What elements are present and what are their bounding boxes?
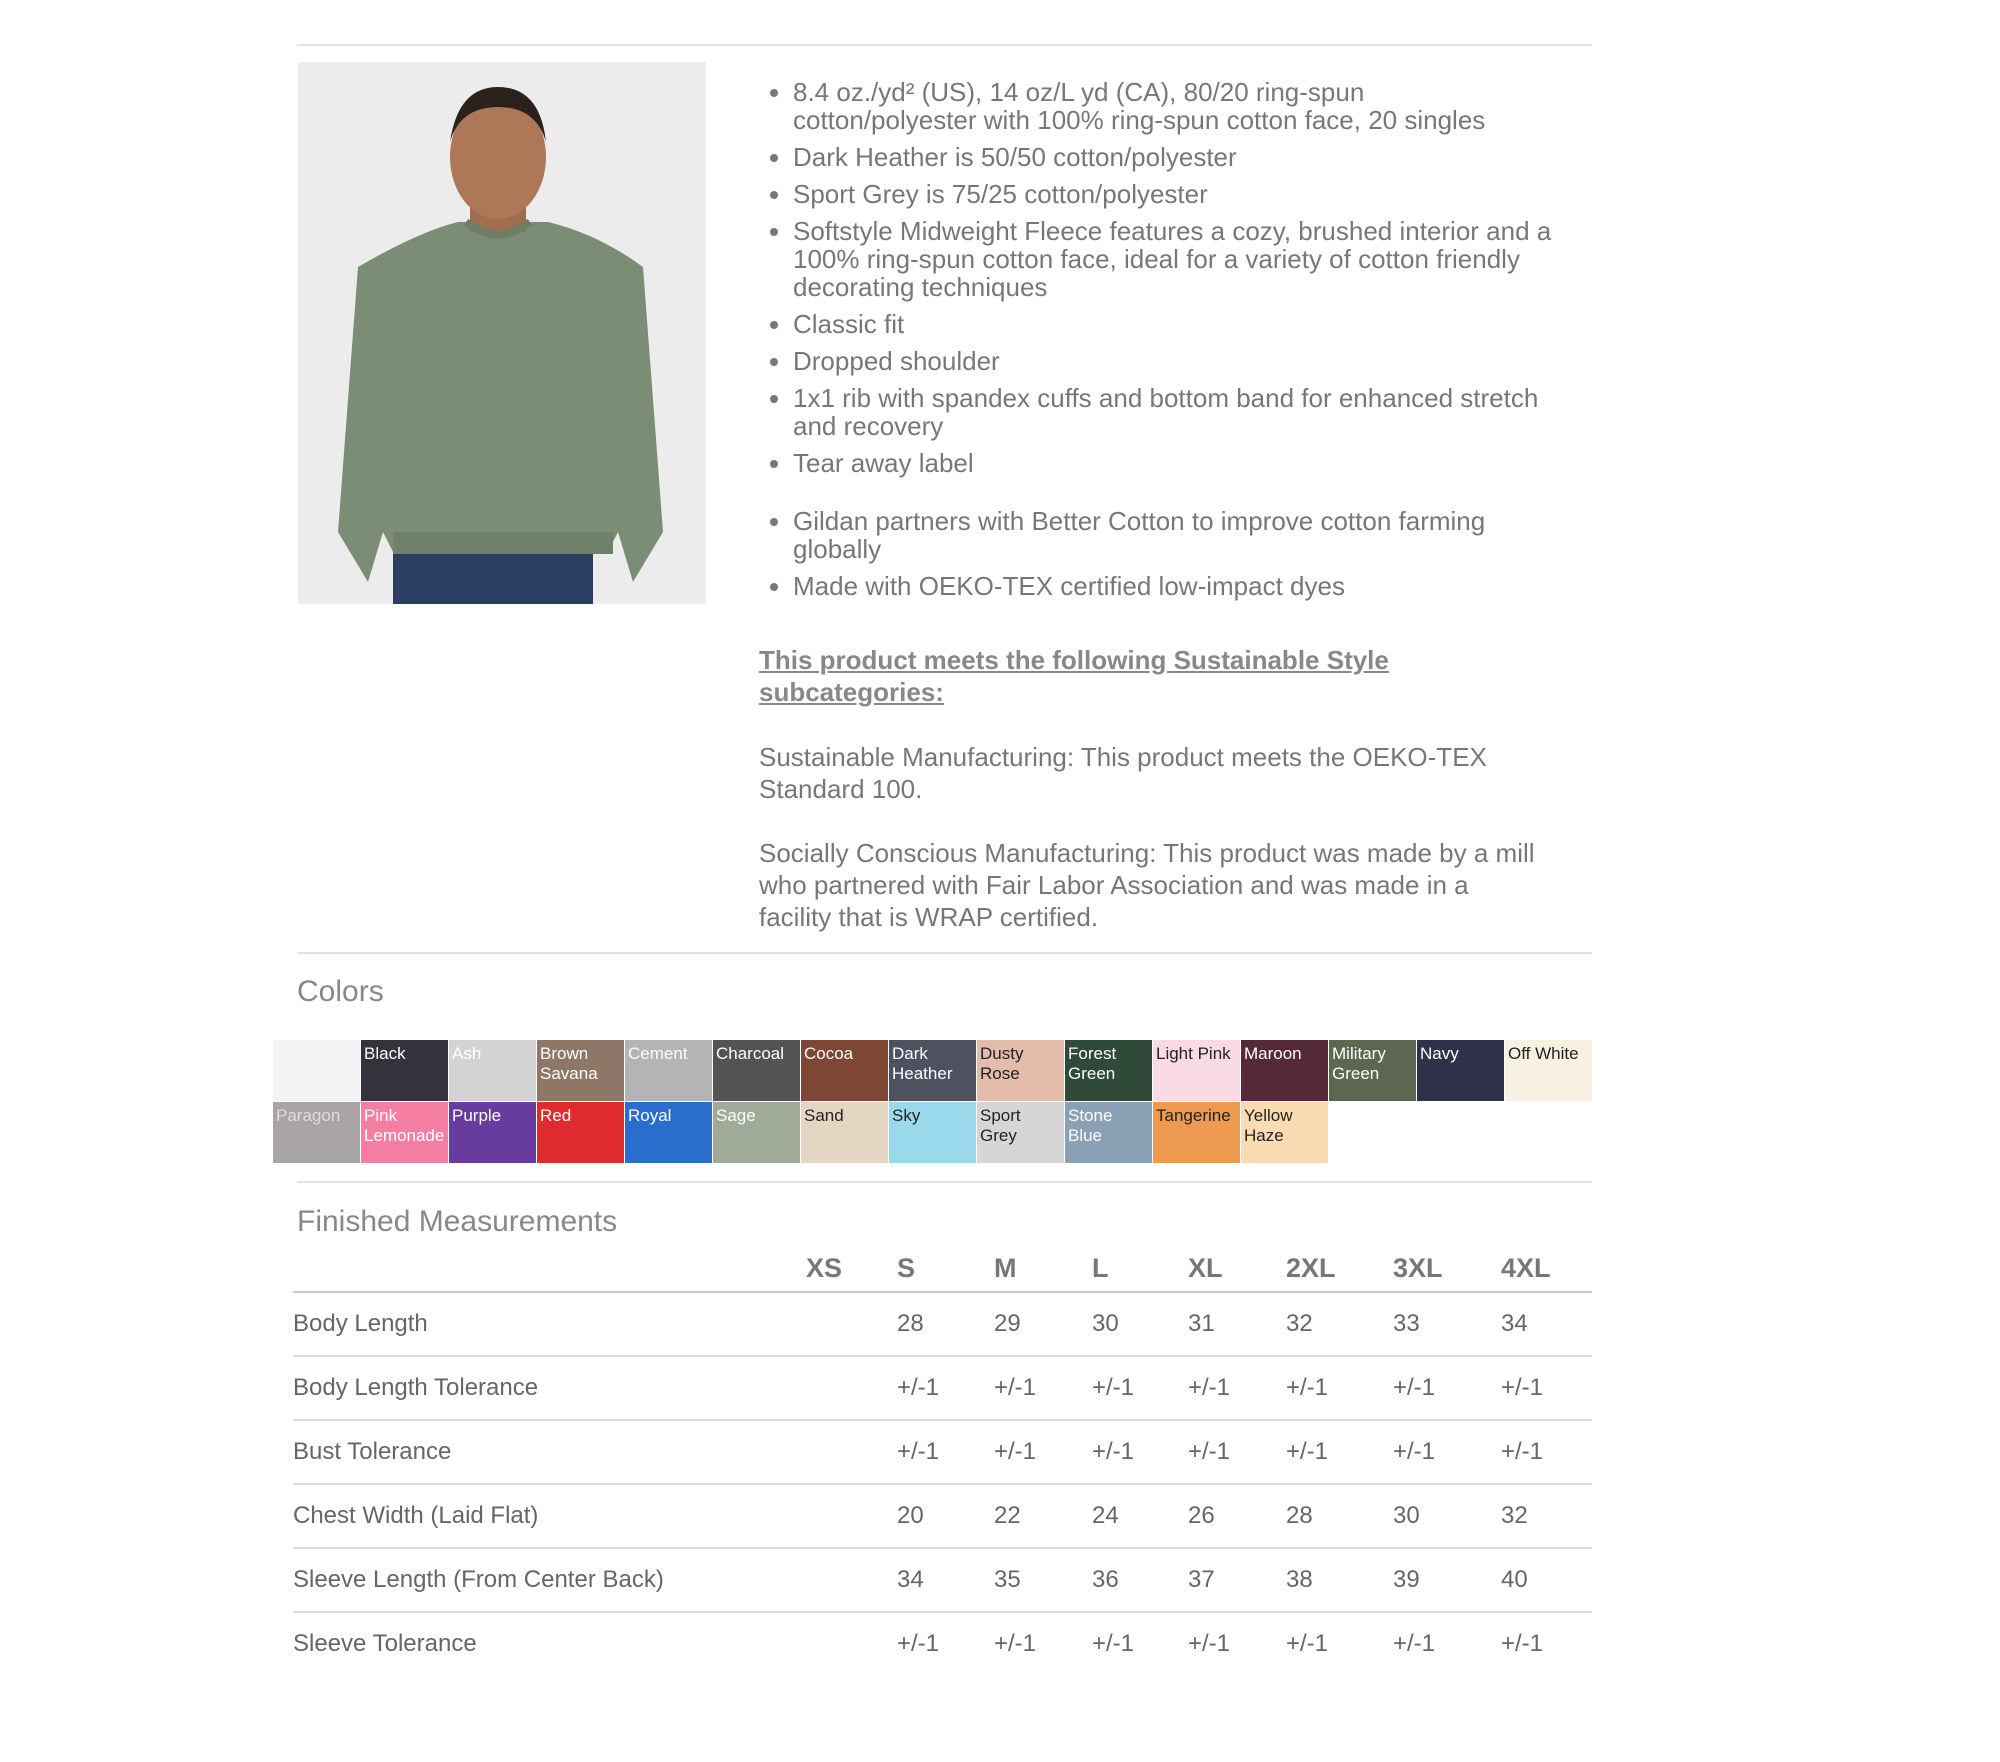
measurement-value: 24	[1092, 1484, 1188, 1548]
measurement-value: +/-1	[1092, 1420, 1188, 1484]
measurements-heading: Finished Measurements	[297, 1205, 618, 1238]
measurement-value: +/-1	[1092, 1630, 1135, 1657]
measurement-label: Sleeve Tolerance	[293, 1630, 477, 1657]
section-divider	[297, 1181, 1592, 1183]
color-swatch[interactable]	[1153, 1102, 1240, 1163]
color-swatch-label: Paragon	[276, 1106, 341, 1125]
size-header: S	[897, 1245, 994, 1292]
color-swatch[interactable]	[361, 1040, 448, 1101]
color-swatch-label: Light Pink	[1156, 1044, 1231, 1063]
measurement-value: +/-1	[1188, 1420, 1286, 1484]
measurement-value	[806, 1548, 897, 1612]
measurement-value: +/-1	[1286, 1420, 1393, 1484]
measurement-value: 33	[1393, 1292, 1501, 1356]
measurement-value: +/-1	[1188, 1630, 1231, 1657]
color-swatch-label: Military Green	[1332, 1044, 1386, 1083]
measurement-value: 32	[1501, 1484, 1592, 1548]
measurement-value: +/-1	[897, 1356, 994, 1420]
color-swatch[interactable]	[537, 1102, 624, 1163]
color-swatch[interactable]	[1417, 1040, 1504, 1101]
feature-item: • Dropped shoulder	[793, 347, 1553, 375]
measurement-value: 26	[1188, 1484, 1286, 1548]
color-swatch-label: Stone Blue	[1068, 1106, 1113, 1145]
color-swatch-label: Sage	[716, 1106, 756, 1125]
color-swatch[interactable]	[1241, 1040, 1328, 1101]
measurement-value	[806, 1484, 897, 1548]
color-swatch[interactable]	[1329, 1040, 1416, 1101]
feature-item: • Softstyle Midweight Fleece features a cozy, brushed interior and a 100% ring-spun cotton face, ideal for a variety of cotton friendly decorating techniques	[793, 217, 1553, 301]
color-swatch-label: Red	[540, 1106, 572, 1125]
color-swatch-label: Ash	[452, 1044, 482, 1063]
table-row	[293, 1612, 1592, 1675]
color-swatch[interactable]	[537, 1040, 624, 1101]
size-header: XS	[806, 1245, 897, 1292]
measurement-value: +/-1	[1501, 1420, 1592, 1484]
color-swatch[interactable]	[801, 1102, 888, 1163]
color-swatch-label: Yellow Haze	[1244, 1106, 1293, 1145]
color-swatch-label: Navy	[1420, 1044, 1459, 1063]
socially-conscious-text: Socially Conscious Manufacturing: This product was made by a mill who partnered with Fair Labor Association and was made in a facility that is WRAP certified.	[759, 838, 1535, 932]
measurement-value: +/-1	[994, 1420, 1092, 1484]
feature-item: • 1x1 rib with spandex cuffs and bottom band for enhanced stretch and recovery	[793, 384, 1553, 440]
measurement-value: +/-1	[1501, 1630, 1544, 1657]
color-swatch-label: Sand	[804, 1106, 844, 1125]
color-swatch[interactable]	[977, 1102, 1064, 1163]
measurement-value: 36	[1092, 1548, 1188, 1612]
measurement-label: Chest Width (Laid Flat)	[293, 1484, 806, 1548]
feature-item: • Classic fit	[793, 310, 1553, 338]
color-swatch-label: Dark Heather	[892, 1044, 953, 1083]
product-photo	[298, 62, 706, 604]
size-header: 2XL	[1286, 1245, 1393, 1292]
color-swatch[interactable]	[449, 1102, 536, 1163]
color-swatch[interactable]	[1505, 1040, 1592, 1101]
measurement-value: 39	[1393, 1548, 1501, 1612]
table-row	[293, 1356, 1592, 1420]
color-swatch-label: Black	[364, 1044, 406, 1063]
measurement-value: 22	[994, 1484, 1092, 1548]
feature-item: • Gildan partners with Better Cotton to improve cotton farming globally	[793, 507, 1553, 563]
size-header: M	[994, 1245, 1092, 1292]
measurement-label: Bust Tolerance	[293, 1420, 806, 1484]
measurement-value: +/-1	[1092, 1356, 1188, 1420]
measurement-value: 30	[1092, 1292, 1188, 1356]
measurement-value: 28	[1286, 1484, 1393, 1548]
measurement-value	[806, 1356, 897, 1420]
measurement-value: 37	[1188, 1548, 1286, 1612]
colors-heading: Colors	[297, 975, 384, 1008]
feature-item: • Made with OEKO-TEX certified low-impact dyes	[793, 572, 1553, 600]
color-swatch-label: Cement	[628, 1044, 688, 1063]
table-row	[293, 1484, 1592, 1548]
color-swatch-label: Off White	[1508, 1044, 1579, 1063]
measurement-label: Body Length Tolerance	[293, 1356, 806, 1420]
measurement-value: +/-1	[1501, 1356, 1592, 1420]
measurement-value: 32	[1286, 1292, 1393, 1356]
measurement-value: 28	[897, 1292, 994, 1356]
measurement-value: 30	[1393, 1484, 1501, 1548]
color-swatch[interactable]	[977, 1040, 1064, 1101]
color-swatch[interactable]	[801, 1040, 888, 1101]
color-swatch-label: Charcoal	[716, 1044, 785, 1063]
color-swatch-label: Purple	[452, 1106, 502, 1125]
label-header	[293, 1245, 806, 1292]
top-divider	[297, 44, 1592, 46]
measurement-value: +/-1	[897, 1420, 994, 1484]
color-swatch-label: Maroon	[1244, 1044, 1302, 1063]
color-swatch-label: Tangerine	[1156, 1106, 1231, 1125]
measurements-table	[293, 1245, 1592, 1675]
feature-item: • Sport Grey is 75/25 cotton/polyester	[793, 180, 1553, 208]
color-swatch-label: Royal	[628, 1106, 672, 1125]
measurement-label: Sleeve Length (From Center Back)	[293, 1548, 806, 1612]
measurement-value: +/-1	[1286, 1630, 1329, 1657]
color-swatch[interactable]	[361, 1102, 448, 1163]
color-swatch[interactable]	[889, 1102, 976, 1163]
color-swatch[interactable]	[889, 1040, 976, 1101]
measurement-value: 29	[994, 1292, 1092, 1356]
color-swatch[interactable]	[1241, 1102, 1328, 1163]
measurement-value: 20	[897, 1484, 994, 1548]
color-swatch[interactable]	[713, 1040, 800, 1101]
color-swatch[interactable]	[1065, 1040, 1152, 1101]
color-swatch-label: Dusty Rose	[980, 1044, 1024, 1083]
feature-item: • 8.4 oz./yd² (US), 14 oz/L yd (CA), 80/20 ring-spun cotton/polyester with 100% ring-spun cotton face, 20 singles	[793, 78, 1553, 134]
size-header: 3XL	[1393, 1245, 1501, 1292]
color-swatch-label: Cocoa	[804, 1044, 854, 1063]
measurement-value: 34	[1501, 1292, 1592, 1356]
feature-item: • Tear away label	[793, 449, 1553, 477]
measurement-value	[806, 1292, 897, 1356]
color-swatch-label: Sky	[892, 1106, 921, 1125]
measurement-value: 38	[1286, 1548, 1393, 1612]
measurement-value: +/-1	[1393, 1420, 1501, 1484]
feature-item: • Dark Heather is 50/50 cotton/polyester	[793, 143, 1553, 171]
measurement-value: +/-1	[994, 1356, 1092, 1420]
color-swatch[interactable]	[625, 1102, 712, 1163]
measurement-value: +/-1	[1393, 1630, 1436, 1657]
measurement-value: +/-1	[897, 1630, 940, 1657]
table-row	[293, 1420, 1592, 1484]
color-swatch-label: Pink Lemonade	[364, 1106, 445, 1145]
size-header: L	[1092, 1245, 1188, 1292]
sustainable-manufacturing-text: Sustainable Manufacturing: This product meets the OEKO-TEX Standard 100.	[759, 742, 1487, 804]
measurement-value	[806, 1420, 897, 1484]
measurement-value: 35	[994, 1548, 1092, 1612]
color-swatch[interactable]	[625, 1040, 712, 1101]
color-swatch[interactable]	[273, 1040, 360, 1101]
color-swatch[interactable]	[449, 1040, 536, 1101]
sustainable-style-heading[interactable]: This product meets the following Sustainable Style subcategories:	[759, 645, 1389, 707]
color-swatch-label: Forest Green	[1068, 1044, 1117, 1083]
measurement-value	[806, 1612, 897, 1675]
measurement-value: +/-1	[1393, 1356, 1501, 1420]
measurement-value: 40	[1501, 1548, 1592, 1612]
size-header: 4XL	[1501, 1245, 1592, 1292]
feature-list	[760, 78, 1553, 609]
measurement-value: +/-1	[1188, 1356, 1286, 1420]
color-swatch[interactable]	[1065, 1102, 1152, 1163]
table-row	[293, 1292, 1592, 1356]
size-header: XL	[1188, 1245, 1286, 1292]
table-row	[293, 1548, 1592, 1612]
color-swatch[interactable]	[273, 1102, 360, 1163]
color-swatch-label: Sport Grey	[980, 1106, 1021, 1145]
color-swatch-label: Brown Savana	[540, 1044, 598, 1083]
color-swatches	[273, 1040, 1592, 1163]
measurement-value: +/-1	[1286, 1356, 1393, 1420]
color-swatch[interactable]	[1153, 1040, 1240, 1101]
measurement-value: 31	[1188, 1292, 1286, 1356]
measurement-label: Body Length	[293, 1292, 806, 1356]
section-divider	[297, 952, 1592, 954]
measurement-value: 34	[897, 1548, 994, 1612]
color-swatch[interactable]	[713, 1102, 800, 1163]
size-header-row	[293, 1245, 1592, 1292]
measurement-value: +/-1	[994, 1630, 1037, 1657]
